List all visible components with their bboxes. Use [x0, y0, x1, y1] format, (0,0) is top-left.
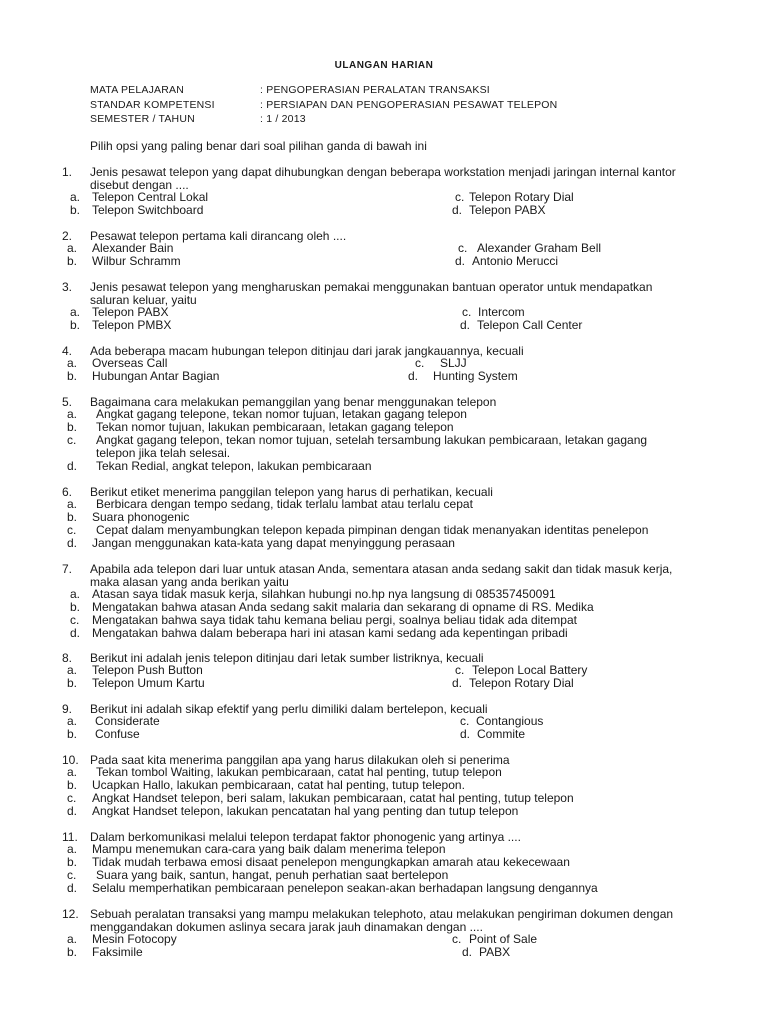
option-letter: a. [67, 932, 78, 946]
option-text: Tekan nomor tujuan, lakukan pembicaraan, letakan gagang telepon [96, 420, 454, 434]
question-text: Pada saat kita menerima panggilan apa yang harus dilakukan oleh si penerima [90, 753, 510, 767]
question-number: 3. [62, 280, 73, 294]
option-letter: a. [67, 407, 78, 421]
question-number: 11. [62, 830, 78, 844]
option-text: Telepon PMBX [92, 318, 172, 332]
question-text: Jenis pesawat telepon yang dapat dihubungkan dengan beberapa workstation menjadi jaringan internal kantor disebut dengan .... [90, 165, 676, 192]
question-text: Apabila ada telepon dari luar untuk atasan Anda, sementara atasan anda sedang sakit dan tidak masuk kerja, maka alasan yang anda berikan yaitu [90, 562, 673, 589]
page-title: ULANGAN HARIAN [334, 60, 434, 71]
option-text: Berbicara dengan tempo sedang, tidak terlalu lambat atau terlalu cepat [96, 497, 473, 511]
option-letter: c. [460, 714, 470, 728]
option-letter: b. [67, 369, 78, 383]
question-text: Pesawat telepon pertama kali dirancang oleh .... [90, 229, 347, 243]
option-text: Point of Sale [469, 932, 538, 946]
question-text: Jenis pesawat telepon yang mengharuskan pemakai menggunakan bantuan operator untuk mendapatkan saluran keluar, yaitu [90, 280, 653, 307]
option-letter: b. [70, 318, 81, 332]
option-text: Angkat Handset telepon, lakukan pencatatan hal yang penting dan tutup telepon [92, 804, 519, 818]
instruction-text: Pilih opsi yang paling benar dari soal pilihan ganda di bawah ini [90, 139, 427, 153]
option-text: Atasan saya tidak masuk kerja, silahkan hubungi no.hp nya langsung di 085357450091 [92, 587, 556, 601]
option-text: Ucapkan Hallo, lakukan pembicaraan, catat hal penting, tutup telepon. [92, 778, 465, 792]
option-text: Cepat dalam menyambungkan telepon kepada pimpinan dengan tidak menanyakan identitas penelepon [96, 523, 649, 537]
option-letter: c. [67, 523, 77, 537]
option-letter: d. [67, 804, 78, 818]
option-text: PABX [479, 945, 511, 959]
question-number: 8. [62, 651, 73, 665]
option-text: Confuse [95, 727, 140, 741]
option-text: Faksimile [92, 945, 143, 959]
option-letter: d. [70, 626, 81, 640]
question-number: 9. [62, 702, 73, 716]
option-letter: d. [67, 536, 78, 550]
option-letter: c. [455, 190, 465, 204]
option-letter: c. [415, 356, 425, 370]
option-letter: b. [67, 855, 78, 869]
question-number: 7. [62, 562, 73, 576]
question-number: 10. [62, 753, 79, 767]
option-text: Telepon Umum Kartu [92, 676, 205, 690]
option-letter: d. [452, 676, 463, 690]
option-letter: d. [460, 318, 471, 332]
option-text: Antonio Merucci [472, 254, 559, 268]
option-letter: a. [67, 241, 78, 255]
option-text: Telepon Switchboard [92, 203, 204, 217]
option-letter: c. [67, 868, 77, 882]
option-letter: b. [70, 203, 81, 217]
option-text: Overseas Call [92, 356, 168, 370]
option-text: Hunting System [433, 369, 518, 383]
option-letter: b. [67, 676, 78, 690]
option-letter: c. [458, 241, 468, 255]
option-text: Jangan menggunakan kata-kata yang dapat menyinggung perasaan [92, 536, 455, 550]
meta-value: : PENGOPERASIAN PERALATAN TRANSAKSI [260, 84, 490, 96]
option-text: Angkat gagang telepon, tekan nomor tujuan, setelah tersambung lakukan pembicaraan, letakan gagang telepon jika telah selesai. [96, 433, 648, 460]
option-letter: d. [452, 203, 463, 217]
meta-key: SEMESTER / TAHUN [90, 113, 195, 125]
option-letter: b. [67, 254, 78, 268]
option-text: Tekan Redial, angkat telepon, lakukan pembicaraan [96, 459, 372, 473]
option-text: Commite [477, 727, 526, 741]
option-text: Tidak mudah terbawa emosi disaat penelepon mengungkapkan amarah atau kekecewaan [92, 855, 570, 869]
option-text: Telepon Rotary Dial [469, 676, 574, 690]
option-letter: c. [455, 663, 465, 677]
option-text: Telepon Push Button [92, 663, 203, 677]
question-number: 12. [62, 907, 79, 921]
option-letter: c. [67, 433, 77, 447]
option-letter: a. [67, 842, 78, 856]
option-text: Selalu memperhatikan pembicaraan penelepon seakan-akan berhadapan langsung dengannya [92, 881, 598, 895]
option-letter: a. [67, 765, 78, 779]
question-text: Ada beberapa macam hubungan telepon ditinjau dari jarak jangkauannya, kecuali [90, 344, 524, 358]
option-text: Alexander Graham Bell [477, 241, 602, 255]
meta-value: : 1 / 2013 [260, 113, 306, 125]
option-text: Angkat Handset telepon, beri salam, lakukan pembicaraan, catat hal penting, tutup telepon [92, 791, 574, 805]
option-letter: b. [67, 727, 78, 741]
option-letter: c. [452, 932, 462, 946]
question-number: 5. [62, 395, 73, 409]
question-text: Dalam berkomunikasi melalui telepon terdapat faktor phonogenic yang artinya .... [90, 830, 521, 844]
question-number: 2. [62, 229, 73, 243]
question-number: 6. [62, 485, 73, 499]
option-letter: a. [67, 663, 78, 677]
option-text: Contangious [476, 714, 544, 728]
option-letter: a. [70, 305, 81, 319]
option-text: Considerate [95, 714, 160, 728]
option-letter: d. [67, 459, 78, 473]
option-letter: d. [455, 254, 466, 268]
question-text: Sebuah peralatan transaksi yang mampu melakukan telephoto, atau melakukan pengiriman dokumen dengan menggandakan dokumen aslinya secara jarak jauh dinamakan dengan .... [90, 907, 674, 934]
option-text: Suara yang baik, santun, hangat, penuh perhatian saat bertelepon [96, 868, 449, 882]
option-text: Mengatakan bahwa saya tidak tahu kemana beliau pergi, soalnya beliau tidak ada ditempat [92, 613, 577, 627]
option-text: SLJJ [440, 356, 467, 370]
meta-key: MATA PELAJARAN [90, 84, 185, 96]
option-letter: a. [67, 356, 78, 370]
option-text: Tekan tombol Waiting, lakukan pembicaraan, catat hal penting, tutup telepon [96, 765, 502, 779]
question-number: 4. [62, 344, 73, 358]
option-letter: b. [70, 600, 81, 614]
option-text: Angkat gagang telepone, tekan nomor tujuan, letakan gagang telepon [96, 407, 467, 421]
option-text: Mesin Fotocopy [92, 932, 177, 946]
question-text: Berikut ini adalah sikap efektif yang perlu dimiliki dalam bertelepon, kecuali [90, 702, 488, 716]
option-text: Mengatakan bahwa dalam beberapa hari ini atasan kami sedang ada kepentingan pribadi [92, 626, 568, 640]
option-letter: c. [67, 791, 77, 805]
option-letter: a. [70, 587, 81, 601]
option-text: Hubungan Antar Bagian [92, 369, 220, 383]
meta-value: : PERSIAPAN DAN PENGOPERASIAN PESAWAT TELEPON [260, 99, 558, 111]
option-letter: a. [67, 714, 78, 728]
option-letter: d. [408, 369, 419, 383]
option-letter: a. [67, 497, 78, 511]
option-letter: b. [67, 945, 78, 959]
question-text: Berikut etiket menerima panggilan telepon yang harus di perhatikan, kecuali [90, 485, 493, 499]
option-text: Telepon Call Center [477, 318, 583, 332]
option-text: Mengatakan bahwa atasan Anda sedang sakit malaria dan sekarang di opname di RS. Medika [92, 600, 594, 614]
option-letter: d. [462, 945, 473, 959]
option-text: Intercom [478, 305, 525, 319]
option-letter: c. [70, 613, 80, 627]
option-text: Mampu menemukan cara-cara yang baik dalam menerima telepon [92, 842, 446, 856]
option-text: Telepon Local Battery [472, 663, 588, 677]
option-letter: b. [67, 778, 78, 792]
option-text: Wilbur Schramm [92, 254, 181, 268]
option-text: Telepon PABX [92, 305, 169, 319]
question-text: Berikut ini adalah jenis telepon ditinjau dari letak sumber listriknya, kecuali [90, 651, 484, 665]
option-text: Telepon Rotary Dial [469, 190, 574, 204]
option-text: Telepon PABX [469, 203, 546, 217]
option-letter: d. [460, 727, 471, 741]
question-number: 1. [62, 165, 73, 179]
option-text: Alexander Bain [92, 241, 174, 255]
option-letter: b. [67, 510, 78, 524]
option-letter: d. [67, 881, 78, 895]
meta-key: STANDAR KOMPETENSI [90, 99, 215, 111]
option-letter: a. [70, 190, 81, 204]
option-letter: b. [67, 420, 78, 434]
option-letter: c. [462, 305, 472, 319]
option-text: Suara phonogenic [92, 510, 190, 524]
option-text: Telepon Central Lokal [92, 190, 209, 204]
question-text: Bagaimana cara melakukan pemanggilan yang benar menggunakan telepon [90, 395, 497, 409]
